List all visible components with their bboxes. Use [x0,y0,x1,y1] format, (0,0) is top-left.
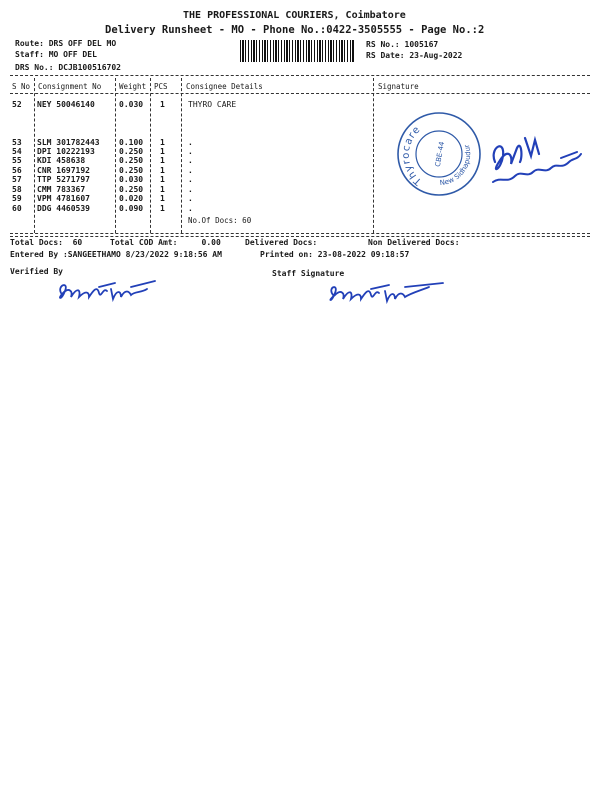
barcode [240,40,355,62]
cell-weight: 0.100 [119,138,144,147]
cell-sno: 59 [12,194,22,203]
staff-signature [325,277,450,307]
table-row [12,166,372,175]
staff-label: Staff: MO OFF DEL [15,50,97,59]
stamp-center-text: CBE-44 [433,140,447,168]
cell-consignment: VPM 4781607 [37,194,90,203]
thyrocare-stamp [395,110,483,198]
drs-number: DRS No.: DCJB100516702 [15,63,121,72]
cell-pcs: 1 [160,204,165,213]
col-header-pcs: PCS [154,82,168,91]
cell-weight: 0.030 [119,175,144,184]
table-row [12,204,372,213]
cell-weight: 0.030 [119,100,144,109]
table-row [12,147,372,156]
cell-weight: 0.250 [119,185,144,194]
table-row [12,194,372,203]
verified-by-label: Verified By [10,267,63,276]
company-name: THE PROFESSIONAL COURIERS, Coimbatore [183,10,406,21]
runsheet-title: Delivery Runsheet - MO - Phone No.:0422-3505555 - Page No.:2 [105,24,485,36]
cell-weight: 0.250 [119,166,144,175]
cell-consignee: . [188,156,193,165]
cell-consignee: . [188,175,193,184]
cell-consignment: DDG 4460539 [37,204,90,213]
col-header-consignment: Consignment No [38,82,102,91]
cell-pcs: 1 [160,185,165,194]
summary-rule [10,236,590,237]
stamp-bottom-text: New Sidhapudur [439,143,473,188]
cell-consignment: DPI 10222193 [37,147,95,156]
table-header-rule [10,93,590,94]
cell-pcs: 1 [160,166,165,175]
entered-by: Entered By :SANGEETHAMO 8/23/2022 9:18:56 AM [10,250,222,259]
cell-consignment: SLM 301782443 [37,138,100,147]
delivered-docs: Delivered Docs: [245,238,318,247]
cell-weight: 0.020 [119,194,144,203]
cell-consignee: . [188,194,193,203]
cell-sno: 60 [12,204,22,213]
cell-sno: 53 [12,138,22,147]
no-of-docs: No.Of Docs: 60 [188,216,252,225]
cell-consignment: KDI 458638 [37,156,86,165]
cell-consignment: NEY 50046140 [37,100,95,109]
cell-pcs: 1 [160,138,165,147]
cell-sno: 52 [12,100,22,109]
table-row [12,138,372,147]
total-docs: Total Docs: 60 [10,238,83,247]
col-divider [373,78,374,233]
cell-consignment: CNR 1697192 [37,166,90,175]
cell-sno: 57 [12,175,22,184]
table-top-rule [10,75,590,76]
cell-sno: 58 [12,185,22,194]
cell-pcs: 1 [160,147,165,156]
rs-date: RS Date: 23-Aug-2022 [366,51,463,60]
cell-consignment: TTP 5271797 [37,175,90,184]
cell-weight: 0.090 [119,204,144,213]
non-delivered-docs: Non Delivered Docs: [368,238,460,247]
cell-pcs: 1 [160,100,165,109]
table-bottom-rule [10,233,590,234]
col-header-weight: Weight [119,82,147,91]
rs-number: RS No.: 1005167 [366,40,439,49]
staff-signature-label: Staff Signature [272,269,345,278]
cell-consignee: . [188,138,193,147]
col-header-consignee: Consignee Details [186,82,263,91]
table-row [12,156,372,165]
cell-pcs: 1 [160,194,165,203]
cell-consignee: . [188,147,193,156]
cell-consignee: THYRO CARE [188,100,237,109]
table-row [12,175,372,184]
verifier-signature [55,277,165,307]
printed-on: Printed on: 23-08-2022 09:18:57 [260,250,410,259]
cell-pcs: 1 [160,156,165,165]
cell-consignee: . [188,204,193,213]
receiver-signature [487,118,587,198]
cell-sno: 55 [12,156,22,165]
cell-pcs: 1 [160,175,165,184]
cell-weight: 0.250 [119,156,144,165]
cell-sno: 56 [12,166,22,175]
cell-weight: 0.250 [119,147,144,156]
route-label: Route: DRS OFF DEL MO [15,39,117,48]
table-row [12,100,372,109]
cell-consignment: CMM 783367 [37,185,86,194]
cell-consignee: . [188,166,193,175]
cell-sno: 54 [12,147,22,156]
stamp-top-text: Thyrocare [400,123,425,187]
col-header-sno: S No [12,82,31,91]
col-header-signature: Signature [378,82,419,91]
total-cod-amount: Total COD Amt: 0.00 [110,238,221,247]
table-row [12,185,372,194]
cell-consignee: . [188,185,193,194]
